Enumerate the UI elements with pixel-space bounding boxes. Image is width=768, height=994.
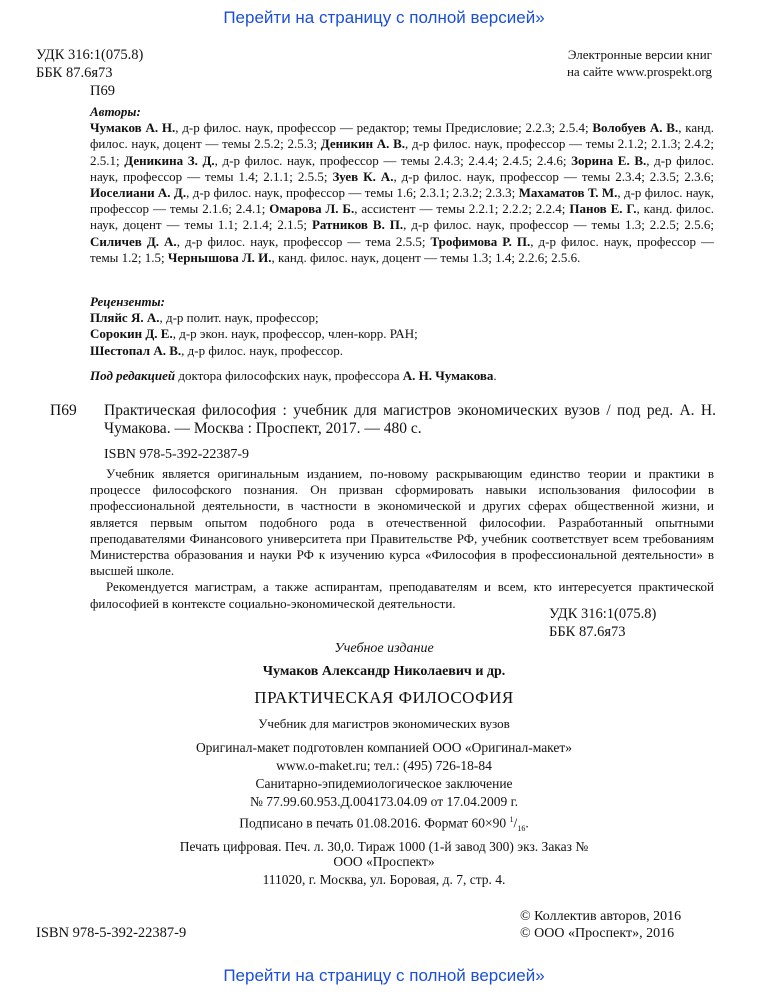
- editor-line: [90, 368, 714, 384]
- print-line: Печать цифровая. Печ. л. 30,0. Тираж 1000 (1-й завод 300) экз. Заказ №: [179, 839, 589, 855]
- authors-list: [90, 120, 714, 266]
- editor-lead: Под редакцией: [90, 368, 176, 383]
- bottom-right-codes: [549, 605, 656, 641]
- reviewer-name: Сорокин Д. Е.: [90, 326, 173, 342]
- imprint-details: [0, 739, 768, 856]
- author-name: Махаматов Т. М.: [518, 185, 618, 201]
- imprint-line: Санитарно-эпидемиологическое заключение: [255, 776, 513, 791]
- format-numerator: 1: [509, 815, 514, 824]
- author-name: Деникин А. В.: [320, 136, 406, 152]
- author-text: , канд. филос. наук, доцент — темы 1.1; 2.1.4; 2.1.5;: [90, 201, 715, 233]
- reviewers-heading: Рецензенты:: [90, 294, 165, 309]
- format-text: Подписано в печать 01.08.2016. Формат 60×90: [239, 815, 507, 831]
- imprint-title: ПРАКТИЧЕСКАЯ ФИЛОСОФИЯ: [254, 688, 514, 707]
- imprint-line: www.o-maket.ru; тел.: (495) 726-18-84: [276, 758, 492, 773]
- format-denominator: 16: [517, 824, 526, 834]
- imprint-line: Оригинал-макет подготовлен компанией ООО «Оригинал-макет»: [195, 740, 573, 755]
- editor-name: А. Н. Чумакова: [402, 368, 494, 383]
- author-text: , д-р филос. наук, профессор — темы 1.4; 2.1.1; 2.5.5;: [90, 152, 714, 184]
- author-text: , д-р филос. наук, профессор — редактор; темы Предисловие; 2.2.3; 2.5.4;: [175, 120, 593, 136]
- author-text: , д-р филос. наук, профессор — темы 1.6; 2.3.1; 2.3.2; 2.3.3;: [186, 185, 519, 201]
- top-left-codes: [36, 46, 143, 100]
- imprint-subtitle: Учебник для магистров экономических вузов: [258, 716, 510, 731]
- udk-code: УДК 316:1(075.8): [36, 47, 144, 63]
- author-text: , д-р филос. наук, профессор — темы 2.3.4; 2.3.5; 2.3.6;: [393, 168, 714, 184]
- authors-heading: Авторы:: [90, 104, 141, 119]
- copyright-block: [520, 908, 681, 942]
- author-text: , канд. филос. наук, доцент — темы 1.3; 1.4; 2.2.6; 2.5.6.: [271, 249, 581, 265]
- author-name: Деникина З. Д.: [124, 152, 215, 168]
- publisher-name: ООО «Проспект»: [333, 854, 435, 869]
- authors-block: [90, 104, 714, 266]
- author-name: Ратников В. П.: [311, 217, 404, 233]
- catalog-code: П69: [90, 83, 115, 99]
- author-name: Зорина Е. В.: [571, 152, 647, 168]
- imprint-author: Чумаков Александр Николаевич и др.: [262, 664, 506, 679]
- edition-type: Учебное издание: [334, 641, 434, 656]
- copyright-publisher: © ООО «Проспект», 2016: [520, 926, 675, 941]
- full-version-link-bottom[interactable]: Перейти на страницу с полной версией»: [223, 966, 545, 985]
- catalog-title: Практическая философия : учебник для магистров экономических вузов / под ред. А. Н. Чумакова. — Москва : Проспект, 2017. — 480 с.: [104, 402, 716, 437]
- reviewer-text: , д-р филос. наук, профессор.: [181, 342, 343, 358]
- footer-isbn: ISBN 978-5-392-22387-9: [36, 925, 187, 941]
- reviewer-line: [90, 343, 714, 359]
- editor-text: доктора философских наук, профессора: [175, 368, 403, 383]
- reviewer-text: , д-р экон. наук, профессор, член-корр. РАН;: [172, 326, 418, 342]
- reviewer-name: Шестопал А. В.: [90, 342, 182, 358]
- abstract-paragraph-1: Учебник является оригинальным изданием, по-новому раскрывающим единство теории и практики в процессе философского познания. Он призван сформировать навыки использования философии в профессиональной деятельности, в частности в экономической и других сферах общественной жизни, и является первым опытом подобного рода в отечественной философии. Разработанный опытными преподавателями Финансового университета при Правительстве РФ, учебник соответствует всем требованиям Министерства образования и науки РФ к изучению курса «Философия в профессиональной деятельности» в высшей школе.: [90, 466, 714, 579]
- author-name: Иоселиани А. Д.: [90, 185, 187, 201]
- author-text: , д-р филос. наук, профессор — темы 1.2; 1.5;: [90, 233, 714, 265]
- author-text: , д-р филос. наук, профессор — темы 1.3; 2.2.5; 2.5.6;: [403, 217, 714, 233]
- electronic-versions-line2: на сайте www.prospekt.org: [566, 64, 712, 79]
- author-name: Трофимова Р. П.: [430, 233, 531, 249]
- publisher-block: [0, 853, 768, 889]
- format-end: .: [525, 815, 529, 831]
- author-name: Чернышова Л. И.: [167, 249, 272, 265]
- editor-end: .: [493, 368, 497, 383]
- imprint-format-line: Подписано в печать 01.08.2016. Формат 60×90 $^1/_{16}$.: [239, 815, 529, 834]
- reviewer-line: [90, 326, 714, 342]
- udk-code-2: УДК 316:1(075.8): [549, 606, 657, 622]
- bbk-code: ББК 87.6я73: [36, 65, 113, 81]
- author-text: , канд. филос. наук, доцент — темы 2.5.2; 2.5.3;: [90, 120, 714, 152]
- author-text: , д-р филос. наук, профессор — тема 2.5.5;: [176, 233, 431, 249]
- publisher-address: 111020, г. Москва, ул. Боровая, д. 7, стр. 4.: [262, 872, 506, 887]
- catalog-abstract: [90, 466, 714, 612]
- reviewers-block: [90, 294, 714, 359]
- full-version-link-top[interactable]: Перейти на страницу с полной версией»: [223, 8, 545, 27]
- electronic-versions-line1: Электронные версии книг: [567, 47, 712, 62]
- author-name: Волобуев А. В.: [592, 120, 679, 136]
- reviewer-name: Пляйс Я. А.: [90, 310, 160, 326]
- author-name: Силичев Д. А.: [90, 233, 177, 249]
- electronic-versions-note: [567, 46, 712, 80]
- catalog-code-entry: П69: [50, 402, 77, 419]
- reviewer-text: , д-р полит. наук, профессор;: [159, 310, 319, 326]
- author-name: Зуев К. А.: [332, 168, 394, 184]
- copyright-authors: © Коллектив авторов, 2016: [520, 909, 682, 924]
- author-text: , д-р филос. наук, профессор — темы 2.1.2; 2.1.3; 2.4.2; 2.5.1;: [90, 136, 714, 168]
- author-text: , д-р филос. наук, профессор — темы 2.1.6; 2.4.1;: [90, 185, 714, 217]
- imprint-line: № 77.99.60.953.Д.004173.04.09 от 17.04.2009 г.: [249, 794, 519, 809]
- author-text: , ассистент — темы 2.2.1; 2.2.2; 2.2.4;: [354, 201, 570, 217]
- author-name: Омарова Л. Б.: [269, 201, 355, 217]
- author-text: , д-р филос. наук, профессор — темы 2.4.3; 2.4.4; 2.4.5; 2.4.6;: [214, 152, 572, 168]
- author-name: Чумаков А. Н.: [90, 120, 176, 136]
- author-name: Панов Е. Г.: [569, 201, 637, 217]
- catalog-isbn: ISBN 978-5-392-22387-9: [104, 447, 250, 462]
- bbk-code-2: ББК 87.6я73: [549, 624, 626, 640]
- abstract-paragraph-2: Рекомендуется магистрам, а также аспирантам, преподавателям и всем, кто интересуется практической философией в контексте социально-экономической деятельности.: [90, 579, 714, 611]
- reviewer-line: [90, 310, 714, 326]
